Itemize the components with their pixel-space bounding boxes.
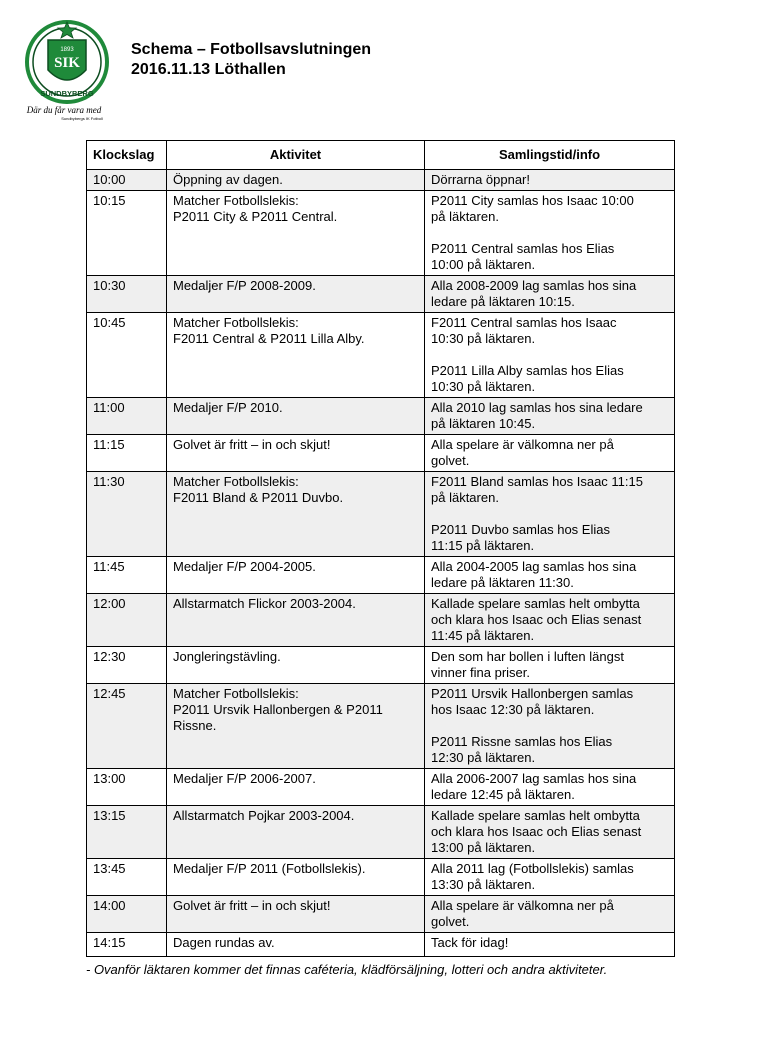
cell-time-text: 14:00 [93, 898, 126, 913]
cell-info-text: Alla spelare är välkomna ner på golvet. [431, 437, 614, 468]
table-row [87, 557, 675, 594]
cell-activity-text: Medaljer F/P 2006-2007. [173, 771, 316, 786]
column-header-info: Samlingstid/info [425, 141, 675, 170]
title-line-1: Schema – Fotbollsavslutningen [131, 41, 372, 58]
column-header-activity: Aktivitet [167, 141, 425, 170]
cell-info-text: P2011 City samlas hos Isaac 10:00 på läktaren. P2011 Central samlas hos Elias 10:00 på läktaren. [431, 193, 634, 272]
cell-time-text: 11:15 [93, 437, 125, 452]
cell-time-text: 12:30 [93, 649, 126, 664]
table-row [87, 594, 675, 647]
cell-info [425, 313, 675, 398]
cell-info [425, 594, 675, 647]
table-row [87, 276, 675, 313]
cell-time [87, 594, 167, 647]
cell-time-text: 10:30 [93, 278, 126, 293]
cell-activity-text: Golvet är fritt – in och skjut! [173, 898, 331, 913]
cell-time [87, 647, 167, 684]
cell-info [425, 896, 675, 933]
logo-year: 1893 [60, 47, 74, 53]
shield-logo-icon [20, 18, 115, 123]
cell-info [425, 859, 675, 896]
table-row [87, 191, 675, 276]
logo-slogan: Där du får vara med [26, 105, 102, 115]
club-logo [20, 18, 115, 123]
cell-info-text: Alla 2004-2005 lag samlas hos sina ledare på läktaren 11:30. [431, 559, 637, 590]
cell-info-text: Alla 2011 lag (Fotbollslekis) samlas 13:30 på läktaren. [431, 861, 634, 892]
cell-info-text: F2011 Central samlas hos Isaac 10:30 på läktaren. P2011 Lilla Alby samlas hos Elias 10:30 på läktaren. [431, 315, 624, 394]
cell-activity [167, 170, 425, 191]
table-row [87, 472, 675, 557]
logo-subtitle: Sundbybergs IK Fotboll [61, 116, 103, 121]
cell-info [425, 684, 675, 769]
table-row [87, 684, 675, 769]
cell-activity-text: Matcher Fotbollslekis: P2011 City & P2011 Central. [173, 193, 338, 224]
table-row [87, 896, 675, 933]
cell-activity-text: Matcher Fotbollslekis: P2011 Ursvik Hallonbergen & P2011 Rissne. [173, 686, 383, 733]
cell-info [425, 557, 675, 594]
cell-activity [167, 594, 425, 647]
table-row [87, 170, 675, 191]
cell-time-text: 12:00 [93, 596, 126, 611]
cell-info [425, 398, 675, 435]
logo-club-name: SUNDBYBERG [40, 89, 94, 98]
table-row [87, 806, 675, 859]
table-row [87, 769, 675, 806]
cell-activity [167, 859, 425, 896]
footnote: - Ovanför läktaren kommer det finnas caféteria, klädförsäljning, lotteri och andra aktiviteter. [86, 962, 608, 977]
cell-time [87, 435, 167, 472]
cell-info [425, 435, 675, 472]
cell-info [425, 806, 675, 859]
cell-activity-text: Öppning av dagen. [173, 172, 283, 187]
cell-info-text: Dörrarna öppnar! [431, 172, 530, 187]
cell-time [87, 859, 167, 896]
cell-activity-text: Matcher Fotbollslekis: F2011 Bland & P2011 Duvbo. [173, 474, 344, 505]
cell-time [87, 276, 167, 313]
cell-activity [167, 769, 425, 806]
cell-activity [167, 313, 425, 398]
cell-activity [167, 276, 425, 313]
cell-activity [167, 933, 425, 957]
cell-activity-text: Matcher Fotbollslekis: F2011 Central & P2011 Lilla Alby. [173, 315, 365, 346]
cell-info-text: Den som har bollen i luften längst vinner fina priser. [431, 649, 624, 680]
schedule-body [87, 170, 675, 957]
cell-time [87, 769, 167, 806]
cell-info [425, 191, 675, 276]
cell-time [87, 170, 167, 191]
schedule-table [86, 140, 675, 957]
cell-time-text: 10:00 [93, 172, 126, 187]
cell-time-text: 10:45 [93, 315, 126, 330]
cell-activity [167, 472, 425, 557]
table-row [87, 398, 675, 435]
cell-activity [167, 191, 425, 276]
cell-activity-text: Golvet är fritt – in och skjut! [173, 437, 331, 452]
cell-time-text: 14:15 [93, 935, 126, 950]
cell-time-text: 13:00 [93, 771, 126, 786]
cell-activity-text: Medaljer F/P 2008-2009. [173, 278, 316, 293]
cell-info-text: Alla 2010 lag samlas hos sina ledare på läktaren 10:45. [431, 400, 643, 431]
cell-info-text: Alla 2006-2007 lag samlas hos sina ledare 12:45 på läktaren. [431, 771, 637, 802]
cell-time-text: 11:00 [93, 400, 125, 415]
table-header-row [87, 141, 675, 170]
cell-time [87, 313, 167, 398]
cell-info [425, 933, 675, 957]
column-header-time: Klockslag [87, 141, 167, 170]
cell-info-text: Kallade spelare samlas helt ombytta och klara hos Isaac och Elias senast 11:45 på läktaren. [431, 596, 642, 643]
cell-activity [167, 557, 425, 594]
cell-time [87, 896, 167, 933]
cell-info-text: Kallade spelare samlas helt ombytta och klara hos Isaac och Elias senast 13:00 på läktaren. [431, 808, 642, 855]
cell-time [87, 191, 167, 276]
title-line-2: 2016.11.13 Löthallen [131, 61, 286, 78]
cell-info-text: F2011 Bland samlas hos Isaac 11:15 på läktaren. P2011 Duvbo samlas hos Elias 11:15 på läktaren. [431, 474, 643, 553]
cell-activity-text: Allstarmatch Flickor 2003-2004. [173, 596, 356, 611]
cell-time [87, 398, 167, 435]
cell-time-text: 11:30 [93, 474, 125, 489]
cell-activity-text: Jongleringstävling. [173, 649, 281, 664]
cell-info-text: Alla spelare är välkomna ner på golvet. [431, 898, 614, 929]
cell-activity [167, 435, 425, 472]
cell-activity-text: Medaljer F/P 2010. [173, 400, 283, 415]
table-row [87, 859, 675, 896]
cell-info [425, 647, 675, 684]
cell-time-text: 11:45 [93, 559, 125, 574]
cell-activity-text: Allstarmatch Pojkar 2003-2004. [173, 808, 355, 823]
cell-info-text: P2011 Ursvik Hallonbergen samlas hos Isaac 12:30 på läktaren. P2011 Rissne samlas hos Elias 12:30 på läktaren. [431, 686, 634, 765]
cell-activity-text: Medaljer F/P 2004-2005. [173, 559, 316, 574]
cell-activity [167, 398, 425, 435]
table-row [87, 647, 675, 684]
table-row [87, 933, 675, 957]
cell-activity-text: Medaljer F/P 2011 (Fotbollslekis). [173, 861, 366, 876]
cell-activity-text: Dagen rundas av. [173, 935, 275, 950]
cell-activity [167, 684, 425, 769]
cell-time-text: 12:45 [93, 686, 126, 701]
cell-time-text: 13:15 [93, 808, 126, 823]
cell-activity [167, 647, 425, 684]
cell-activity [167, 806, 425, 859]
cell-time [87, 806, 167, 859]
page-title [131, 40, 371, 80]
cell-info [425, 276, 675, 313]
cell-time-text: 13:45 [93, 861, 126, 876]
cell-info-text: Alla 2008-2009 lag samlas hos sina ledare på läktaren 10:15. [431, 278, 637, 309]
cell-time [87, 684, 167, 769]
table-row [87, 313, 675, 398]
cell-info [425, 472, 675, 557]
cell-time [87, 933, 167, 957]
cell-info-text: Tack för idag! [431, 935, 509, 950]
table-row [87, 435, 675, 472]
logo-letters: SIK [54, 55, 80, 71]
cell-info [425, 769, 675, 806]
cell-activity [167, 896, 425, 933]
cell-time [87, 557, 167, 594]
cell-time-text: 10:15 [93, 193, 126, 208]
cell-info [425, 170, 675, 191]
cell-time [87, 472, 167, 557]
